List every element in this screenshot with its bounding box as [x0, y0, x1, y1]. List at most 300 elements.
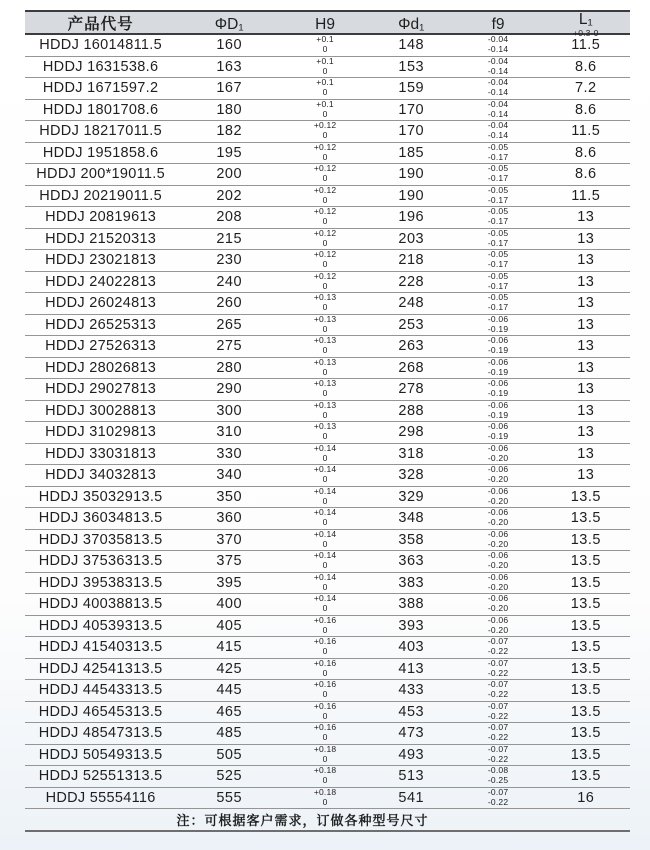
product-code-cell: HDDJ 26024813	[45, 295, 157, 311]
f9-upper-deviation: -0.06	[487, 550, 509, 561]
length-cell: 11.5	[571, 37, 601, 53]
f9-tolerance-cell	[455, 616, 542, 636]
outer-diameter-cell: 370	[216, 531, 243, 548]
f9-tolerance-cell	[455, 57, 542, 77]
inner-diameter-cell: 159	[398, 80, 425, 96]
inner-diameter-cell: 329	[398, 488, 425, 505]
h9-lower-deviation: 0	[322, 474, 328, 485]
product-code-cell: HDDJ 1801708.6	[42, 101, 159, 118]
f9-tolerance-cell	[455, 573, 542, 593]
f9-tolerance-cell	[455, 164, 542, 184]
f9-upper-deviation: -0.07	[487, 722, 509, 733]
outer-diameter-cell: 200	[216, 166, 243, 182]
h9-lower-deviation: 0	[322, 732, 328, 743]
product-code-cell: HDDJ 37035813.5	[38, 531, 163, 548]
f9-upper-deviation: -0.06	[487, 378, 509, 389]
h9-tolerance-cell	[282, 723, 368, 743]
header-length-symbol: L₁	[578, 11, 593, 28]
table-row	[25, 637, 630, 659]
f9-lower-deviation: -0.17	[487, 216, 509, 227]
inner-diameter-cell: 413	[398, 660, 425, 677]
f9-upper-deviation: -0.05	[487, 206, 509, 217]
f9-tolerance-cell	[455, 465, 542, 485]
spec-table	[25, 10, 630, 832]
h9-tolerance-cell	[282, 57, 368, 77]
outer-diameter-cell: 360	[216, 510, 243, 526]
h9-tolerance-cell	[282, 358, 368, 378]
h9-upper-deviation: +0.18	[313, 786, 337, 797]
product-code-cell: HDDJ 46545313.5	[38, 703, 163, 720]
h9-lower-deviation: 0	[322, 216, 328, 227]
h9-upper-deviation: +0.14	[313, 464, 337, 475]
f9-lower-deviation: -0.17	[487, 194, 509, 205]
h9-tolerance-cell	[282, 530, 368, 550]
h9-lower-deviation: 0	[322, 237, 328, 248]
table-row	[25, 78, 630, 100]
product-code-cell: HDDJ 16014811.5	[39, 37, 162, 53]
h9-upper-deviation: +0.13	[313, 292, 337, 303]
product-code-cell: HDDJ 42541313.5	[38, 660, 163, 677]
h9-lower-deviation: 0	[322, 560, 328, 571]
f9-tolerance-cell	[455, 35, 542, 55]
f9-upper-deviation: -0.07	[487, 679, 509, 690]
table-row	[25, 444, 630, 466]
table-row	[25, 508, 630, 530]
table-row	[25, 379, 630, 401]
f9-tolerance-cell	[455, 530, 542, 550]
length-cell: 7.2	[574, 80, 597, 96]
f9-tolerance-cell	[455, 745, 542, 765]
length-cell: 13.5	[570, 768, 601, 784]
inner-diameter-cell: 153	[398, 58, 425, 75]
h9-tolerance-cell	[282, 143, 368, 163]
h9-lower-deviation: 0	[322, 366, 328, 377]
h9-lower-deviation: 0	[322, 495, 328, 506]
f9-lower-deviation: -0.22	[487, 796, 509, 807]
f9-tolerance-cell	[455, 336, 542, 356]
f9-tolerance-cell	[455, 186, 542, 206]
inner-diameter-cell: 268	[398, 359, 425, 376]
f9-upper-deviation: -0.04	[487, 77, 509, 88]
h9-upper-deviation: +0.12	[313, 184, 337, 195]
h9-lower-deviation: 0	[322, 130, 328, 141]
outer-diameter-cell: 280	[216, 359, 243, 376]
f9-lower-deviation: -0.19	[487, 388, 509, 399]
f9-tolerance-cell	[455, 315, 542, 335]
length-cell: 8.6	[574, 144, 597, 161]
footer-note-text: 注：可根据客户需求，订做各种型号尺寸	[176, 813, 429, 828]
h9-lower-deviation: 0	[322, 646, 328, 657]
f9-tolerance-cell	[455, 723, 542, 743]
h9-tolerance-cell	[282, 551, 368, 571]
f9-tolerance-cell	[455, 293, 542, 313]
h9-lower-deviation: 0	[322, 517, 328, 528]
f9-tolerance-cell	[455, 250, 542, 270]
f9-lower-deviation: -0.20	[487, 581, 509, 592]
table-row	[25, 487, 630, 509]
table-row	[25, 100, 630, 122]
product-code-cell: HDDJ 55554116	[45, 789, 156, 806]
f9-tolerance-cell	[455, 444, 542, 464]
h9-upper-deviation: +0.12	[313, 163, 337, 174]
length-cell: 13.5	[570, 639, 601, 655]
length-cell: 8.6	[574, 101, 597, 118]
length-cell: 13.5	[570, 596, 601, 612]
length-cell: 13	[577, 273, 595, 290]
length-cell: 13.5	[570, 660, 601, 677]
outer-diameter-cell: 395	[216, 574, 243, 591]
f9-upper-deviation: -0.06	[487, 593, 509, 604]
f9-lower-deviation: -0.17	[487, 237, 509, 248]
h9-tolerance-cell	[282, 379, 368, 399]
f9-upper-deviation: -0.04	[487, 120, 509, 131]
h9-lower-deviation: 0	[322, 409, 328, 420]
h9-tolerance-cell	[282, 594, 368, 614]
outer-diameter-cell: 195	[216, 144, 243, 161]
f9-upper-deviation: -0.07	[487, 786, 509, 797]
outer-diameter-cell: 330	[216, 445, 243, 462]
h9-upper-deviation: +0.1	[316, 77, 334, 88]
table-row	[25, 272, 630, 294]
outer-diameter-cell: 160	[216, 37, 243, 53]
product-code-cell: HDDJ 23021813	[45, 252, 157, 268]
length-cell: 13	[577, 402, 595, 419]
inner-diameter-cell: 493	[398, 746, 425, 763]
length-cell: 13.5	[570, 682, 601, 698]
h9-upper-deviation: +0.16	[313, 636, 337, 647]
table-row	[25, 315, 630, 337]
length-cell: 13.5	[570, 574, 601, 591]
table-row	[25, 186, 630, 208]
h9-tolerance-cell	[282, 272, 368, 292]
f9-tolerance-cell	[455, 551, 542, 571]
inner-diameter-cell: 263	[398, 338, 425, 354]
f9-lower-deviation: -0.20	[487, 474, 509, 485]
table-row	[25, 723, 630, 745]
outer-diameter-cell: 555	[216, 789, 243, 806]
inner-diameter-cell: 348	[398, 510, 425, 526]
product-code-cell: HDDJ 36034813.5	[38, 510, 163, 526]
table-row	[25, 530, 630, 552]
h9-tolerance-cell	[282, 78, 368, 98]
h9-upper-deviation: +0.16	[313, 722, 337, 733]
header-inner-diameter: Φd₁	[398, 15, 425, 33]
table-row	[25, 164, 630, 186]
inner-diameter-cell: 228	[398, 273, 425, 290]
h9-tolerance-cell	[282, 659, 368, 679]
h9-lower-deviation: 0	[322, 581, 328, 592]
product-code-cell: HDDJ 34032813	[45, 467, 157, 483]
table-row	[25, 293, 630, 315]
product-code-cell: HDDJ 21520313	[45, 230, 157, 247]
product-code-cell: HDDJ 200*19011.5	[36, 166, 165, 182]
f9-tolerance-cell	[455, 487, 542, 507]
h9-upper-deviation: +0.16	[313, 614, 337, 625]
table-row	[25, 766, 630, 788]
length-cell: 13	[577, 338, 595, 354]
f9-lower-deviation: -0.14	[487, 130, 509, 141]
length-cell: 8.6	[574, 58, 597, 75]
f9-upper-deviation: -0.06	[487, 614, 509, 625]
f9-lower-deviation: -0.19	[487, 345, 509, 356]
outer-diameter-cell: 310	[216, 424, 243, 440]
inner-diameter-cell: 318	[398, 445, 425, 462]
f9-lower-deviation: -0.17	[487, 173, 509, 184]
h9-upper-deviation: +0.1	[316, 55, 334, 66]
h9-upper-deviation: +0.14	[313, 550, 337, 561]
table-row	[25, 250, 630, 272]
h9-tolerance-cell	[282, 164, 368, 184]
f9-upper-deviation: -0.04	[487, 55, 509, 66]
f9-tolerance-cell	[455, 422, 542, 442]
h9-upper-deviation: +0.12	[313, 270, 337, 281]
outer-diameter-cell: 265	[216, 316, 243, 333]
h9-tolerance-cell	[282, 766, 368, 786]
inner-diameter-cell: 363	[398, 553, 425, 569]
header-h9-tolerance: H9	[315, 15, 335, 33]
h9-upper-deviation: +0.1	[316, 98, 334, 109]
inner-diameter-cell: 196	[398, 209, 425, 225]
header-product-code: 产品代号	[67, 15, 134, 33]
f9-lower-deviation: -0.22	[487, 646, 509, 657]
h9-lower-deviation: 0	[322, 280, 328, 291]
f9-lower-deviation: -0.20	[487, 560, 509, 571]
table-row	[25, 57, 630, 79]
h9-upper-deviation: +0.13	[313, 399, 337, 410]
length-cell: 13.5	[570, 746, 601, 763]
inner-diameter-cell: 253	[398, 316, 425, 333]
f9-lower-deviation: -0.19	[487, 409, 509, 420]
h9-tolerance-cell	[282, 401, 368, 421]
h9-upper-deviation: +0.16	[313, 700, 337, 711]
f9-lower-deviation: -0.17	[487, 151, 509, 162]
outer-diameter-cell: 208	[216, 209, 243, 225]
f9-upper-deviation: -0.06	[487, 507, 509, 518]
inner-diameter-cell: 248	[398, 295, 425, 311]
outer-diameter-cell: 290	[216, 381, 243, 397]
length-cell: 13	[577, 252, 595, 268]
f9-upper-deviation: -0.07	[487, 743, 509, 754]
h9-tolerance-cell	[282, 293, 368, 313]
table-row	[25, 422, 630, 444]
table-header-row	[25, 10, 630, 38]
h9-upper-deviation: +0.13	[313, 378, 337, 389]
h9-tolerance-cell	[282, 508, 368, 528]
length-cell: 13	[577, 445, 595, 462]
h9-upper-deviation: +0.13	[313, 313, 337, 324]
f9-lower-deviation: -0.17	[487, 302, 509, 313]
product-code-cell: HDDJ 20219011.5	[39, 187, 162, 204]
h9-tolerance-cell	[282, 616, 368, 636]
h9-tolerance-cell	[282, 121, 368, 141]
h9-upper-deviation: +0.18	[313, 765, 337, 776]
header-length	[542, 12, 630, 37]
f9-upper-deviation: -0.05	[487, 163, 509, 174]
h9-lower-deviation: 0	[322, 173, 328, 184]
product-code-cell: HDDJ 40038813.5	[38, 596, 163, 612]
product-code-cell: HDDJ 40539313.5	[38, 617, 163, 634]
table-row	[25, 121, 630, 143]
product-code-cell: HDDJ 48547313.5	[38, 725, 163, 741]
product-code-cell: HDDJ 31029813	[45, 424, 157, 440]
outer-diameter-cell: 425	[216, 660, 243, 677]
table-body	[25, 35, 630, 809]
h9-upper-deviation: +0.13	[313, 421, 337, 432]
h9-tolerance-cell	[282, 100, 368, 120]
f9-tolerance-cell	[455, 100, 542, 120]
h9-upper-deviation: +0.13	[313, 335, 337, 346]
table-row	[25, 551, 630, 573]
h9-lower-deviation: 0	[322, 538, 328, 549]
f9-tolerance-cell	[455, 680, 542, 700]
product-code-cell: HDDJ 52551313.5	[38, 768, 163, 784]
h9-lower-deviation: 0	[322, 345, 328, 356]
f9-upper-deviation: -0.08	[487, 765, 509, 776]
table-row	[25, 573, 630, 595]
f9-lower-deviation: -0.14	[487, 44, 509, 55]
outer-diameter-cell: 505	[216, 746, 243, 763]
f9-lower-deviation: -0.22	[487, 710, 509, 721]
h9-lower-deviation: 0	[322, 87, 328, 98]
inner-diameter-cell: 203	[398, 230, 425, 247]
h9-tolerance-cell	[282, 315, 368, 335]
h9-tolerance-cell	[282, 422, 368, 442]
footer-note-row	[25, 809, 630, 832]
length-cell: 13.5	[570, 488, 601, 505]
product-code-cell: HDDJ 39538313.5	[38, 574, 163, 591]
h9-lower-deviation: 0	[322, 302, 328, 313]
outer-diameter-cell: 260	[216, 295, 243, 311]
inner-diameter-cell: 383	[398, 574, 425, 591]
inner-diameter-cell: 453	[398, 703, 425, 720]
outer-diameter-cell: 400	[216, 596, 243, 612]
product-code-cell: HDDJ 1631538.6	[42, 58, 159, 75]
table-row	[25, 401, 630, 423]
f9-lower-deviation: -0.20	[487, 452, 509, 463]
h9-lower-deviation: 0	[322, 667, 328, 678]
h9-upper-deviation: +0.13	[313, 356, 337, 367]
outer-diameter-cell: 525	[216, 768, 243, 784]
h9-lower-deviation: 0	[322, 151, 328, 162]
f9-tolerance-cell	[455, 207, 542, 227]
h9-upper-deviation: +0.14	[313, 571, 337, 582]
product-code-cell: HDDJ 35032913.5	[38, 488, 163, 505]
f9-upper-deviation: -0.07	[487, 636, 509, 647]
inner-diameter-cell: 170	[398, 101, 425, 118]
h9-tolerance-cell	[282, 573, 368, 593]
f9-lower-deviation: -0.19	[487, 366, 509, 377]
h9-tolerance-cell	[282, 229, 368, 249]
outer-diameter-cell: 375	[216, 553, 243, 569]
inner-diameter-cell: 278	[398, 381, 425, 397]
h9-tolerance-cell	[282, 250, 368, 270]
table-row	[25, 745, 630, 767]
length-cell: 13	[577, 467, 595, 483]
table-row	[25, 659, 630, 681]
product-code-cell: HDDJ 28026813	[45, 359, 157, 376]
f9-lower-deviation: -0.17	[487, 280, 509, 291]
header-outer-diameter: ΦD₁	[214, 15, 244, 33]
product-code-cell: HDDJ 37536313.5	[38, 553, 163, 569]
f9-upper-deviation: -0.05	[487, 292, 509, 303]
outer-diameter-cell: 415	[216, 639, 243, 655]
h9-tolerance-cell	[282, 444, 368, 464]
f9-upper-deviation: -0.06	[487, 485, 509, 496]
f9-tolerance-cell	[455, 229, 542, 249]
f9-lower-deviation: -0.22	[487, 689, 509, 700]
f9-upper-deviation: -0.05	[487, 141, 509, 152]
f9-upper-deviation: -0.05	[487, 227, 509, 238]
header-f9-tolerance: f9	[491, 15, 505, 33]
f9-upper-deviation: -0.06	[487, 313, 509, 324]
product-code-cell: HDDJ 26525313	[45, 316, 157, 333]
h9-tolerance-cell	[282, 745, 368, 765]
length-cell: 13	[577, 381, 595, 397]
length-cell: 13.5	[570, 531, 601, 548]
length-cell: 13.5	[570, 703, 601, 720]
f9-lower-deviation: -0.20	[487, 495, 509, 506]
f9-tolerance-cell	[455, 379, 542, 399]
h9-tolerance-cell	[282, 186, 368, 206]
product-code-cell: HDDJ 1951858.6	[42, 144, 159, 161]
f9-upper-deviation: -0.05	[487, 270, 509, 281]
f9-lower-deviation: -0.14	[487, 65, 509, 76]
h9-tolerance-cell	[282, 788, 368, 808]
inner-diameter-cell: 190	[398, 166, 425, 182]
f9-upper-deviation: -0.05	[487, 249, 509, 260]
h9-lower-deviation: 0	[322, 388, 328, 399]
product-code-cell: HDDJ 18217011.5	[39, 123, 162, 139]
table-row	[25, 616, 630, 638]
h9-lower-deviation: 0	[322, 108, 328, 119]
h9-tolerance-cell	[282, 35, 368, 55]
table-row	[25, 680, 630, 702]
f9-lower-deviation: -0.22	[487, 753, 509, 764]
f9-lower-deviation: -0.25	[487, 775, 509, 786]
inner-diameter-cell: 148	[398, 37, 425, 53]
table-row	[25, 229, 630, 251]
outer-diameter-cell: 445	[216, 682, 243, 698]
h9-upper-deviation: +0.16	[313, 657, 337, 668]
inner-diameter-cell: 358	[398, 531, 425, 548]
f9-upper-deviation: -0.06	[487, 442, 509, 453]
outer-diameter-cell: 182	[216, 123, 243, 139]
f9-upper-deviation: -0.06	[487, 528, 509, 539]
product-code-cell: HDDJ 44543313.5	[38, 682, 163, 698]
table-row	[25, 336, 630, 358]
table-row	[25, 207, 630, 229]
outer-diameter-cell: 340	[216, 467, 243, 483]
f9-tolerance-cell	[455, 78, 542, 98]
outer-diameter-cell: 167	[216, 80, 243, 96]
product-code-cell: HDDJ 27526313	[45, 338, 157, 354]
product-code-cell: HDDJ 33031813	[45, 445, 157, 462]
f9-lower-deviation: -0.20	[487, 538, 509, 549]
f9-tolerance-cell	[455, 637, 542, 657]
length-cell: 13.5	[570, 553, 601, 569]
h9-upper-deviation: +0.14	[313, 442, 337, 453]
f9-upper-deviation: -0.04	[487, 98, 509, 109]
product-code-cell: HDDJ 24022813	[45, 273, 157, 290]
table-row	[25, 358, 630, 380]
inner-diameter-cell: 298	[398, 424, 425, 440]
table-row	[25, 594, 630, 616]
product-code-cell: HDDJ 20819613	[45, 209, 157, 225]
f9-tolerance-cell	[455, 143, 542, 163]
h9-tolerance-cell	[282, 465, 368, 485]
h9-lower-deviation: 0	[322, 194, 328, 205]
f9-lower-deviation: -0.14	[487, 108, 509, 119]
